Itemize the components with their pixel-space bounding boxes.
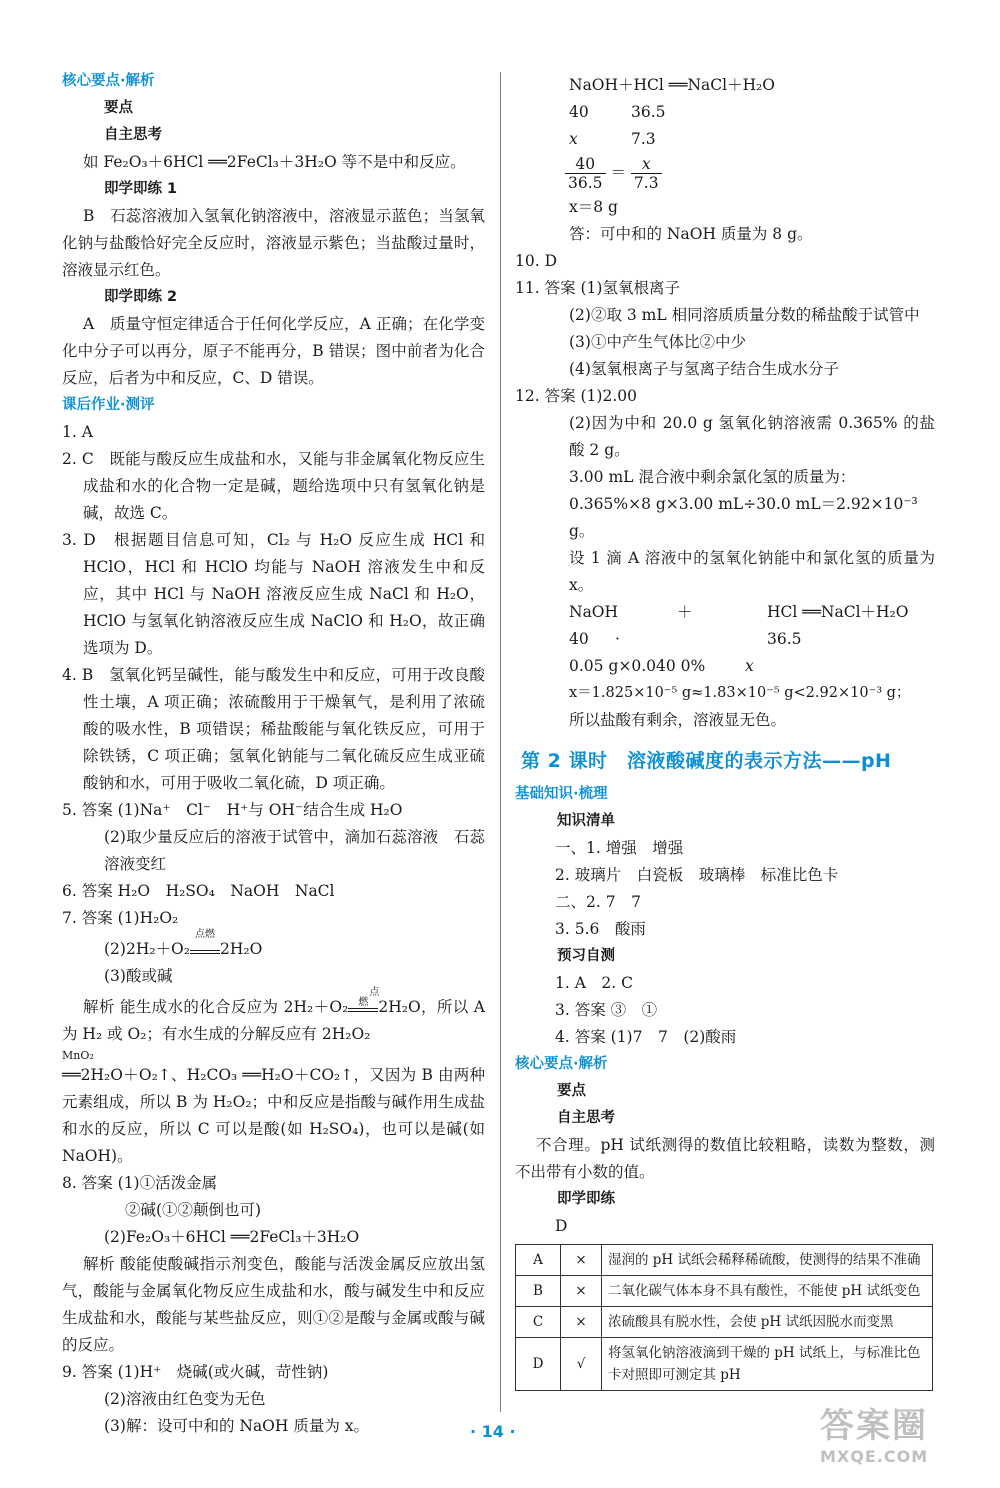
calc-cell: · <box>615 630 620 648</box>
reaction-arrow <box>190 929 220 954</box>
judgement-cell: √ <box>561 1338 602 1391</box>
answer-item: 11. 答案 (1)氢氧根离子 <box>515 279 680 297</box>
equation-part: 2H₂O <box>219 940 263 958</box>
result-line: x＝8 g <box>569 198 618 216</box>
table-row <box>516 1307 933 1338</box>
answer-item: (2)溶液由红色变为无色 <box>104 1390 266 1408</box>
explanation: 解析 酸能使酸碱指示剂变色，酸能与活泼金属反应放出氢气，酸能与金属氧化物反应生成盐和水，酸与碱发生中和反应生成盐和水，酸能与某些盐反应，则①②是酸与金属或酸与碱的反应。 <box>62 1255 485 1354</box>
answer-item: ②碱(①②颠倒也可) <box>125 1201 262 1219</box>
calc-cell: ＋ <box>677 603 693 621</box>
paragraph: B 石蕊溶液加入氢氧化钠溶液中，溶液显示蓝色；当氢氧化钠与盐酸恰好完全反应时，溶液显示紫色；当盐酸过量时，溶液显示红色。 <box>62 207 485 279</box>
judgement-cell: × <box>561 1307 602 1338</box>
calc-row <box>515 126 935 153</box>
calc-cell: x <box>745 657 754 675</box>
option-cell: B <box>516 1276 561 1307</box>
answer-item: 2. C 既能与酸反应生成盐和水，又能与非金属氧化物反应生成盐和水的化合物一定是碱，题给选项中只有氢氧化钠是碱，故选 C。 <box>62 450 485 522</box>
answer-item: 0.365%×8 g×3.00 mL÷30.0 mL＝2.92×10⁻³ g。 <box>569 495 918 540</box>
judgement-cell: × <box>561 1245 602 1276</box>
knowledge-item: 一、1. 增强 增强 <box>555 839 684 857</box>
lesson-title: 第 2 课时 溶液酸碱度的表示方法——pH <box>521 750 892 772</box>
answer-item: 3. D 根据题目信息可知，Cl₂ 与 H₂O 反应生成 HCl 和 HClO，HCl 和 HClO 均能与 NaOH 溶液发生中和反应，其中 HCl 与 NaOH 溶液反应生成 NaCl 和 H₂O，HClO 与氢氧化钠溶液反应生成 NaClO 和 H₂O，故正确选项为 D。 <box>62 531 485 657</box>
answer-item: 5. 答案 (1)Na⁺ Cl⁻ H⁺与 OH⁻结合生成 H₂O <box>62 801 403 819</box>
subheading: 知识清单 <box>557 813 615 829</box>
equation-line: NaOH＋HCl ══NaCl＋H₂O <box>569 76 776 94</box>
equals-sign: ＝ <box>610 163 626 182</box>
subheading: 要点 <box>104 100 133 116</box>
section-title: 核心要点·解析 <box>515 1056 608 1072</box>
answer-item: 所以盐酸有剩余，溶液显无色。 <box>569 711 787 729</box>
answer-item: (2)Fe₂O₃＋6HCl ══2FeCl₃＋3H₂O <box>104 1228 360 1246</box>
calc-cell: HCl ══NaCl＋H₂O <box>767 603 909 621</box>
calc-cell: 40 <box>569 630 589 648</box>
section-title: 核心要点·解析 <box>62 73 155 89</box>
calc-cell: 40 <box>569 103 589 121</box>
subheading: 即学即练 <box>557 1191 615 1207</box>
subheading: 自主思考 <box>104 127 162 143</box>
answer-line: 答：可中和的 NaOH 质量为 8 g。 <box>569 225 813 243</box>
section-title: 基础知识·梳理 <box>515 786 608 802</box>
reaction-condition: 点燃 <box>194 929 215 940</box>
subheading: 即学即练 1 <box>104 181 178 197</box>
explanation: ══2H₂O＋O₂↑、H₂CO₃ ══H₂O＋CO₂↑，又因为 B 由两种元素组成，所以 B 为 H₂O₂；中和反应是指酸与碱作用生成盐和水的反应，所以 C 可以是酸(如 H₂SO₄)，也可以是碱(如 NaOH)。 <box>62 1066 485 1165</box>
calc-cell: NaOH <box>569 603 619 621</box>
catalyst-label: MnO₂ <box>62 1049 94 1062</box>
option-cell: A <box>516 1245 561 1276</box>
answer-letter: D <box>555 1217 568 1235</box>
answer-item: 9. 答案 (1)H⁺ 烧碱(或火碱，苛性钠) <box>62 1363 329 1381</box>
answer-item: 6. 答案 H₂O H₂SO₄ NaOH NaCl <box>62 882 335 900</box>
reason-cell: 湿润的 pH 试纸会稀释稀硫酸，使测得的结果不准确 <box>602 1245 933 1276</box>
answer-item: 1. A <box>62 423 93 441</box>
answer-item: (2)因为中和 20.0 g 氢氧化钠溶液需 0.365% 的盐酸 2 g。 <box>569 414 935 459</box>
numerator: 40 <box>565 155 606 174</box>
knowledge-item: 二、2. 7 7 <box>555 893 641 911</box>
answer-item: (2)②取 3 mL 相同溶质质量分数的稀盐酸于试管中 <box>569 306 920 324</box>
answer-item: (3)①中产生气体比②中少 <box>569 333 746 351</box>
subheading: 即学即练 2 <box>104 289 178 305</box>
answer-item: 4. B 氢氧化钙呈碱性，能与酸发生中和反应，可用于改良酸性土壤，A 项正确；浓硫酸用于干燥氧气，是利用了浓硫酸的吸水性，B 项错误；稀盐酸能与氧化铁反应，可用于除铁锈，C 项正确；氢氧化钠能与二氧化硫反应生成亚硫酸钠和水，可用于吸收二氧化硫，D 项正确。 <box>62 666 485 792</box>
paragraph: A 质量守恒定律适合于任何化学反应，A 正确；在化学变化中分子可以再分，原子不能再分，B 错误；图中前者为化合反应，后者为中和反应，C、D 错误。 <box>62 315 485 387</box>
self-test-item: 1. A 2. C <box>555 974 633 992</box>
equation-line <box>62 929 485 963</box>
knowledge-item: 3. 5.6 酸雨 <box>555 920 646 938</box>
calc-row <box>515 599 935 626</box>
answer-item: x＝1.825×10⁻⁵ g≈1.83×10⁻⁵ g<2.92×10⁻³ g； <box>569 685 911 701</box>
self-test-item: 4. 答案 (1)7 7 (2)酸雨 <box>555 1028 737 1046</box>
answer-item: (2)取少量反应后的溶液于试管中，滴加石蕊溶液 石蕊溶液变红 <box>104 828 485 873</box>
option-cell: D <box>516 1338 561 1391</box>
answer-item: (3)解：设可中和的 NaOH 质量为 x。 <box>104 1417 370 1435</box>
analysis-table <box>515 1244 933 1391</box>
table-row <box>516 1338 933 1391</box>
denominator: 36.5 <box>568 174 603 192</box>
reason-cell: 浓硫酸具有脱水性，会使 pH 试纸因脱水而变黑 <box>602 1307 933 1338</box>
answer-item: 12. 答案 (1)2.00 <box>515 387 637 405</box>
judgement-cell: × <box>561 1276 602 1307</box>
reason-cell: 二氧化碳气体本身不具有酸性，不能使 pH 试纸变色 <box>602 1276 933 1307</box>
answer-item: (3)酸或碱 <box>104 967 173 985</box>
subheading: 自主思考 <box>557 1110 615 1126</box>
column-divider <box>500 72 501 1412</box>
knowledge-item: 2. 玻璃片 白瓷板 玻璃棒 标准比色卡 <box>555 866 839 884</box>
fraction <box>565 155 606 192</box>
left-column <box>62 68 485 1440</box>
fraction <box>631 155 662 192</box>
fraction-line <box>515 155 935 192</box>
calc-cell: 0.05 g×0.040 0% <box>569 657 706 675</box>
answer-item: 7. 答案 (1)H₂O₂ <box>62 909 179 927</box>
option-cell: C <box>516 1307 561 1338</box>
page-number: · 14 · <box>470 1422 516 1441</box>
calc-cell: 36.5 <box>631 103 666 121</box>
answer-item: 设 1 滴 A 溶液中的氢氧化钠能中和氯化氢的质量为 x。 <box>569 549 935 594</box>
answer-item: (4)氢氧根离子与氢离子结合生成水分子 <box>569 360 839 378</box>
answer-item: 3.00 mL 混合液中剩余氯化氢的质量为： <box>569 468 856 486</box>
watermark-text: 答案圈 <box>820 1406 928 1446</box>
reaction-condition: 点燃 <box>358 987 380 1008</box>
calc-cell: x <box>569 130 578 148</box>
calc-cell: 36.5 <box>767 630 802 648</box>
explanation <box>62 987 485 1048</box>
watermark-url: MXQE.COM <box>820 1447 929 1466</box>
reason-cell: 将氢氧化钠溶液滴到干燥的 pH 试纸上，与标准比色卡对照即可测定其 pH <box>602 1338 933 1391</box>
subheading: 要点 <box>557 1083 586 1099</box>
table-row <box>516 1276 933 1307</box>
calc-row <box>515 99 935 126</box>
reaction-arrow <box>348 987 380 1012</box>
paragraph: 不合理。pH 试纸测得的数值比较粗略，读数为整数，测不出带有小数的值。 <box>515 1136 935 1181</box>
self-test-item: 3. 答案 ③ ① <box>555 1001 658 1019</box>
explanation-part: 解析 能生成水的化合反应为 2H₂＋O₂ <box>83 998 349 1016</box>
equation-part: (2)2H₂＋O₂ <box>104 940 190 958</box>
numerator: x <box>631 155 662 174</box>
calc-cell: 7.3 <box>631 130 656 148</box>
calc-row <box>515 653 935 680</box>
section-title: 课后作业·测评 <box>62 397 155 413</box>
subheading: 预习自测 <box>557 948 615 964</box>
denominator: 7.3 <box>633 174 659 192</box>
watermark-logo <box>820 1405 980 1475</box>
explanation-part: 2H₂O，所以 A 为 H₂ 或 O₂；有水生成的分解反应有 2H₂O₂ <box>62 998 485 1043</box>
table-row <box>516 1245 933 1276</box>
answer-item: 8. 答案 (1)①活泼金属 <box>62 1174 218 1192</box>
answer-item: 10. D <box>515 252 558 270</box>
paragraph: 如 Fe₂O₃＋6HCl ══2FeCl₃＋3H₂O 等不是中和反应。 <box>83 153 466 171</box>
calc-row <box>515 626 935 653</box>
right-column <box>515 72 935 1391</box>
